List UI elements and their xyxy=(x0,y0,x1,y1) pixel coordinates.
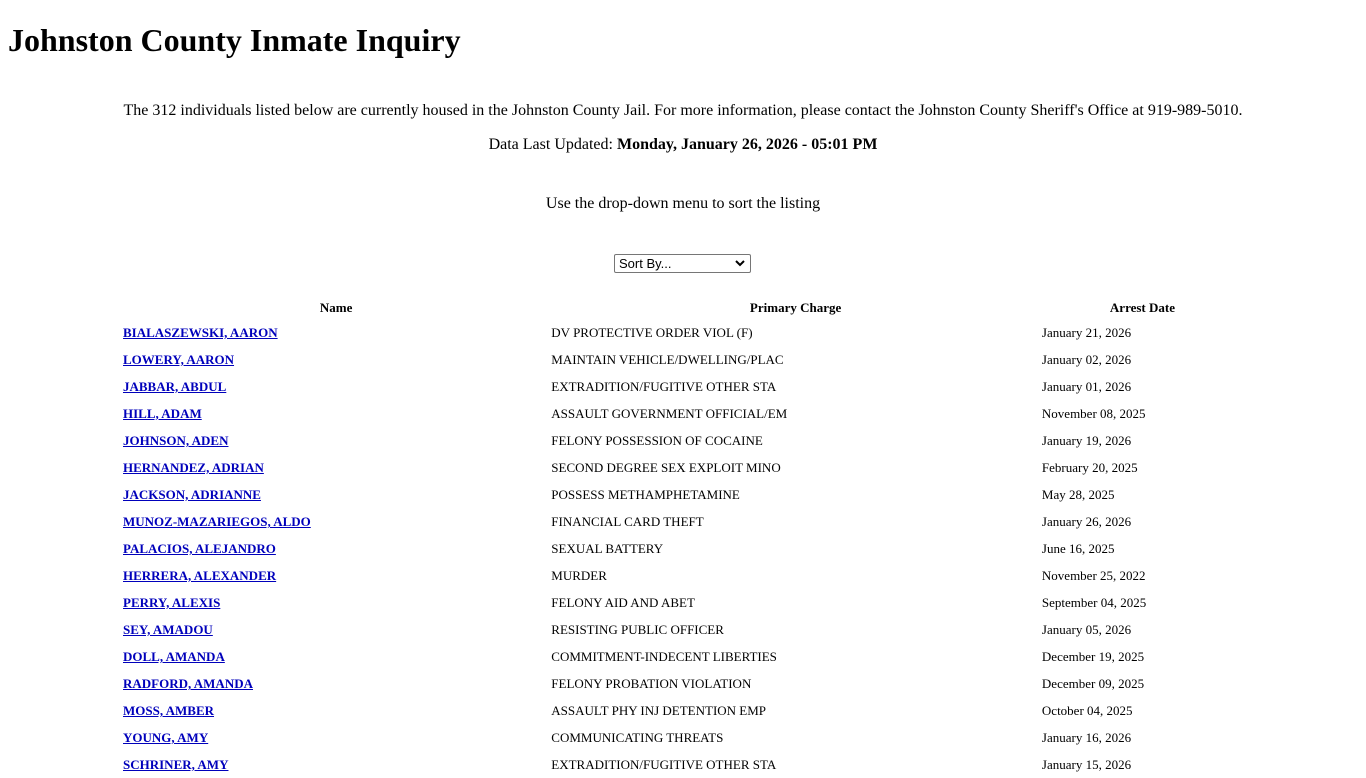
inmate-name-link[interactable]: MUNOZ-MAZARIEGOS, ALDO xyxy=(123,514,311,529)
table-row xyxy=(123,643,1243,670)
primary-charge-cell: FELONY PROBATION VIOLATION xyxy=(551,676,752,691)
table-row xyxy=(123,697,1243,724)
table-row xyxy=(123,670,1243,697)
arrest-date-cell: January 26, 2026 xyxy=(1041,514,1132,529)
sort-by-selected-value: Sort By... xyxy=(619,256,672,271)
arrest-date-cell: October 04, 2025 xyxy=(1041,703,1133,718)
chevron-down-icon xyxy=(733,257,747,271)
inmate-table-body xyxy=(123,319,1243,778)
inmate-name-cell xyxy=(123,724,549,751)
page-title: Johnston County Inmate Inquiry xyxy=(8,22,461,58)
sort-dropdown-wrapper xyxy=(614,254,751,273)
table-row xyxy=(123,481,1243,508)
arrest-date-cell: June 16, 2025 xyxy=(1041,541,1115,556)
inmate-name-cell xyxy=(123,562,549,589)
inmate-name-link[interactable]: HERRERA, ALEXANDER xyxy=(123,568,277,583)
primary-charge-cell: DV PROTECTIVE ORDER VIOL (F) xyxy=(551,325,753,340)
inmate-name-link[interactable]: LOWERY, AARON xyxy=(123,352,235,367)
primary-charge-cell: ASSAULT PHY INJ DETENTION EMP xyxy=(551,703,767,718)
intro-text: The 312 individuals listed below are currently housed in the Johnston County Jail. For more information, please contact the Johnston County Sheriff's Office at 919-989-5010. xyxy=(123,102,1243,119)
table-row xyxy=(123,616,1243,643)
primary-charge-cell: ASSAULT GOVERNMENT OFFICIAL/EM xyxy=(551,406,788,421)
inmate-name-link[interactable]: HERNANDEZ, ADRIAN xyxy=(123,460,264,475)
inmate-name-link[interactable]: JOHNSON, ADEN xyxy=(123,433,229,448)
last-updated-label: Data Last Updated: xyxy=(488,136,617,153)
inmate-name-cell xyxy=(123,535,549,562)
inmate-name-link[interactable]: YOUNG, AMY xyxy=(123,730,209,745)
inmate-name-link[interactable]: BIALASZEWSKI, AARON xyxy=(123,325,278,340)
inmate-name-cell xyxy=(123,670,549,697)
inmate-name-link[interactable]: JABBAR, ABDUL xyxy=(123,379,227,394)
inmate-name-cell xyxy=(123,751,549,778)
table-row xyxy=(123,454,1243,481)
table-row xyxy=(123,535,1243,562)
inmate-name-link[interactable]: RADFORD, AMANDA xyxy=(123,676,253,691)
arrest-date-cell: January 21, 2026 xyxy=(1041,325,1132,340)
arrest-date-cell: December 09, 2025 xyxy=(1041,676,1145,691)
primary-charge-cell: FINANCIAL CARD THEFT xyxy=(551,514,704,529)
primary-charge-cell: SECOND DEGREE SEX EXPLOIT MINO xyxy=(551,460,781,475)
inmate-name-link[interactable]: SEY, AMADOU xyxy=(123,622,213,637)
table-row xyxy=(123,319,1243,346)
arrest-date-cell: September 04, 2025 xyxy=(1041,595,1147,610)
inmate-name-cell xyxy=(123,400,549,427)
arrest-date-cell: February 20, 2025 xyxy=(1041,460,1138,475)
inmate-name-cell xyxy=(123,481,549,508)
arrest-date-cell: January 02, 2026 xyxy=(1041,352,1132,367)
inmate-name-cell xyxy=(123,643,549,670)
primary-charge-cell: SEXUAL BATTERY xyxy=(551,541,664,556)
table-row xyxy=(123,751,1243,778)
primary-charge-cell: EXTRADITION/FUGITIVE OTHER STA xyxy=(551,379,777,394)
primary-charge-cell: EXTRADITION/FUGITIVE OTHER STA xyxy=(551,757,777,772)
sort-instructions: Use the drop-down menu to sort the listing xyxy=(545,195,821,212)
header-name: Name xyxy=(319,300,353,315)
arrest-date-cell: December 19, 2025 xyxy=(1041,649,1145,664)
inmate-name-link[interactable]: PALACIOS, ALEJANDRO xyxy=(123,541,276,556)
inmate-name-cell xyxy=(123,427,549,454)
primary-charge-cell: COMMUNICATING THREATS xyxy=(551,730,724,745)
arrest-date-cell: January 15, 2026 xyxy=(1041,757,1132,772)
primary-charge-cell: POSSESS METHAMPHETAMINE xyxy=(551,487,740,502)
arrest-date-cell: November 08, 2025 xyxy=(1041,406,1146,421)
table-row xyxy=(123,427,1243,454)
inmate-name-link[interactable]: MOSS, AMBER xyxy=(123,703,215,718)
inmate-name-cell xyxy=(123,697,549,724)
last-updated-value: Monday, January 26, 2026 - 05:01 PM xyxy=(616,136,878,153)
table-row xyxy=(123,346,1243,373)
sort-by-select[interactable] xyxy=(614,254,751,273)
inmate-name-link[interactable]: DOLL, AMANDA xyxy=(123,649,225,664)
arrest-date-cell: January 05, 2026 xyxy=(1041,622,1132,637)
inmate-name-link[interactable]: SCHRINER, AMY xyxy=(123,757,229,772)
inmate-name-cell xyxy=(123,616,549,643)
table-row xyxy=(123,508,1243,535)
arrest-date-cell: January 19, 2026 xyxy=(1041,433,1132,448)
table-header-row xyxy=(123,297,1243,319)
inmate-name-cell xyxy=(123,373,549,400)
table-row xyxy=(123,562,1243,589)
inmate-name-link[interactable]: PERRY, ALEXIS xyxy=(123,595,221,610)
header-primary-charge: Primary Charge xyxy=(749,300,842,315)
primary-charge-cell: MURDER xyxy=(551,568,607,583)
primary-charge-cell: FELONY AID AND ABET xyxy=(551,595,695,610)
inmate-name-link[interactable]: HILL, ADAM xyxy=(123,406,202,421)
inmate-name-cell xyxy=(123,508,549,535)
primary-charge-cell: RESISTING PUBLIC OFFICER xyxy=(551,622,724,637)
primary-charge-cell: COMMITMENT-INDECENT LIBERTIES xyxy=(551,649,777,664)
header-arrest-date: Arrest Date xyxy=(1109,300,1175,315)
arrest-date-cell: January 16, 2026 xyxy=(1041,730,1132,745)
table-row xyxy=(123,373,1243,400)
inmate-table xyxy=(121,297,1245,778)
arrest-date-cell: May 28, 2025 xyxy=(1041,487,1115,502)
inmate-name-cell xyxy=(123,589,549,616)
primary-charge-cell: MAINTAIN VEHICLE/DWELLING/PLAC xyxy=(551,352,784,367)
table-row xyxy=(123,400,1243,427)
arrest-date-cell: January 01, 2026 xyxy=(1041,379,1132,394)
inmate-name-cell xyxy=(123,319,549,346)
inmate-name-cell xyxy=(123,454,549,481)
arrest-date-cell: November 25, 2022 xyxy=(1041,568,1146,583)
table-row xyxy=(123,589,1243,616)
inmate-name-link[interactable]: JACKSON, ADRIANNE xyxy=(123,487,261,502)
table-row xyxy=(123,724,1243,751)
primary-charge-cell: FELONY POSSESSION OF COCAINE xyxy=(551,433,763,448)
last-updated xyxy=(0,135,1366,155)
inmate-name-cell xyxy=(123,346,549,373)
